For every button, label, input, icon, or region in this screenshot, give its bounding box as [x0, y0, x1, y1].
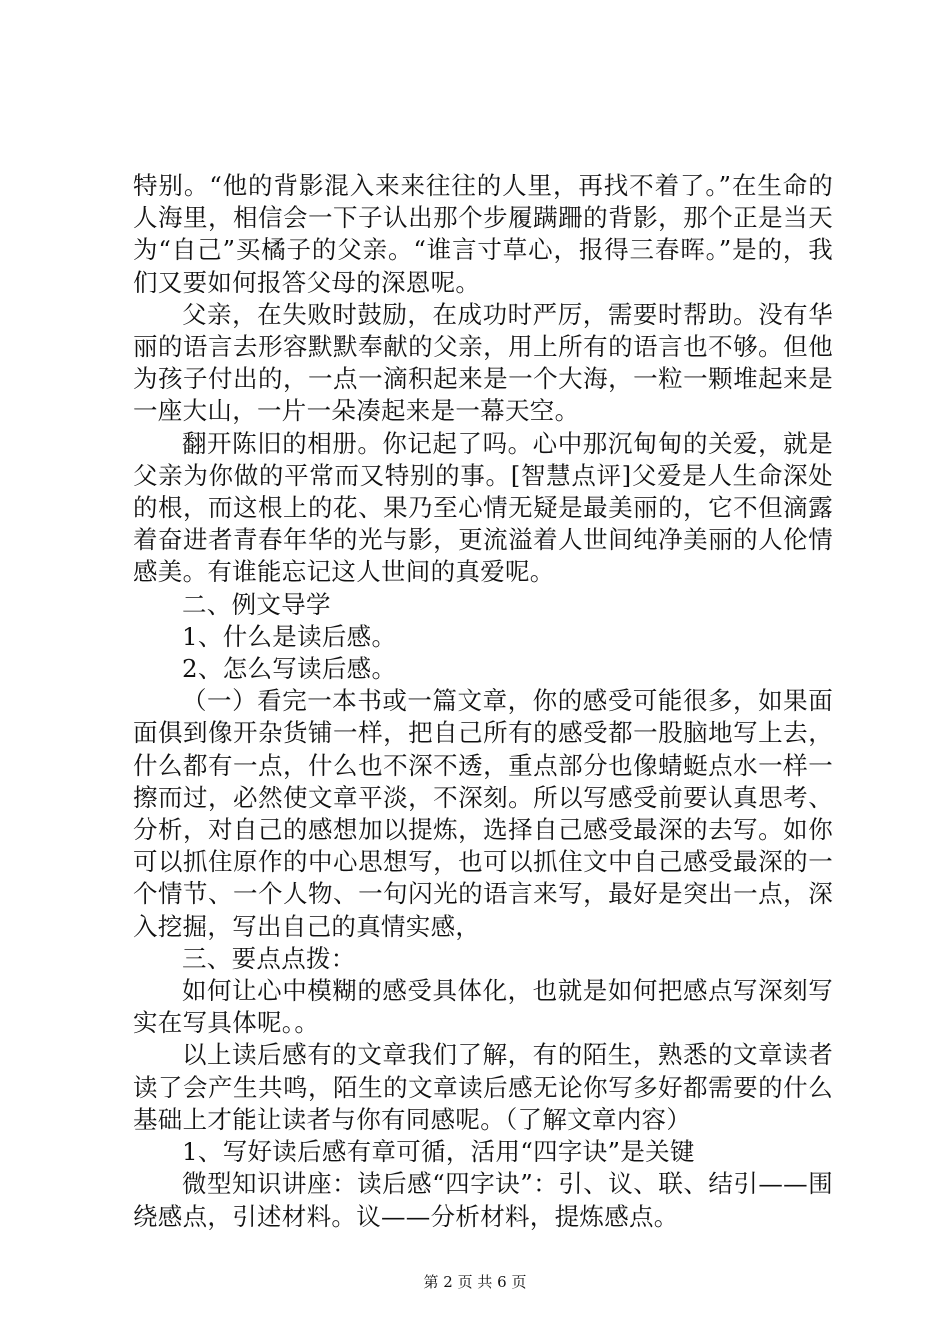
list-item-2: 2、怎么写读后感。	[182, 654, 397, 684]
paragraph-3: 翻开陈旧的相册。你记起了吗。心中那沉甸甸的关爱，就是父亲为你做的平常而又特别的事。[智慧点评]父爱是人生命深处的根，而这根上的花、果乃至心情无疑是最美丽的，它不但滴露着奋进者青春年华的光与影，更流溢着人世间纯净美丽的人伦情感美。有谁能忘记这人世间的真爱呢。	[133, 428, 833, 587]
paragraph-mini-lecture: 微型知识讲座：读后感“四字诀”：引、议、联、结引——围绕感点，引述材料。议——分析材料，提炼感点。	[133, 1169, 833, 1231]
paragraph-writing-tips: （一）看完一本书或一篇文章，你的感受可能很多，如果面面俱到像开杂货铺一样，把自己所有的感受都一股脑地写上去，什么都有一点，什么也不深不透，重点部分也像蜻蜓点水一样一擦而过，必然使文章平淡，不深刻。所以写感受前要认真思考、分析，对自己的感想加以提炼，选择自己感受最深的去写。如你可以抓住原作的中心思想写，也可以抓住文中自己感受最深的一个情节、一个人物、一句闪光的语言来写，最好是突出一点，深入挖掘，写出自己的真情实感，	[133, 686, 833, 941]
list-item-1: 1、什么是读后感。	[182, 621, 397, 651]
paragraph-question: 如何让心中模糊的感受具体化，也就是如何把感点写深刻写实在写具体呢。。	[133, 976, 833, 1038]
section-heading-key-points: 三、要点点拨：	[182, 943, 356, 973]
paragraph-2: 父亲，在失败时鼓励，在成功时严厉，需要时帮助。没有华丽的语言去形容默默奉献的父亲，用上所有的语言也不够。但他为孩子付出的，一点一滴积起来是一个大海，一粒一颗堆起来是一座大山，一片一朵凑起来是一幕天空。	[133, 299, 833, 426]
page-number-footer: 第 2 页 共 6 页	[423, 1273, 527, 1291]
section-heading-example-study: 二、例文导学	[182, 589, 331, 619]
paragraph-1: 特别。“他的背影混入来来往往的人里，再找不着了。”在生命的人海里，相信会一下子认出那个步履蹒跚的背影，那个正是当天为“自己”买橘子的父亲。“谁言寸草心，报得三春晖。”是的，我们又要如何报答父母的深恩呢。	[133, 171, 833, 297]
list-item-four-character-rule: 1、写好读后感有章可循，活用“四字诀”是关键	[182, 1137, 695, 1167]
paragraph-familiar-articles: 以上读后感有的文章我们了解，有的陌生，熟悉的文章读者读了会产生共鸣，陌生的文章读后感无论你写多好都需要的什么基础上才能让读者与你有同感呢。（了解文章内容）	[133, 1040, 833, 1134]
document-body	[133, 170, 833, 1233]
